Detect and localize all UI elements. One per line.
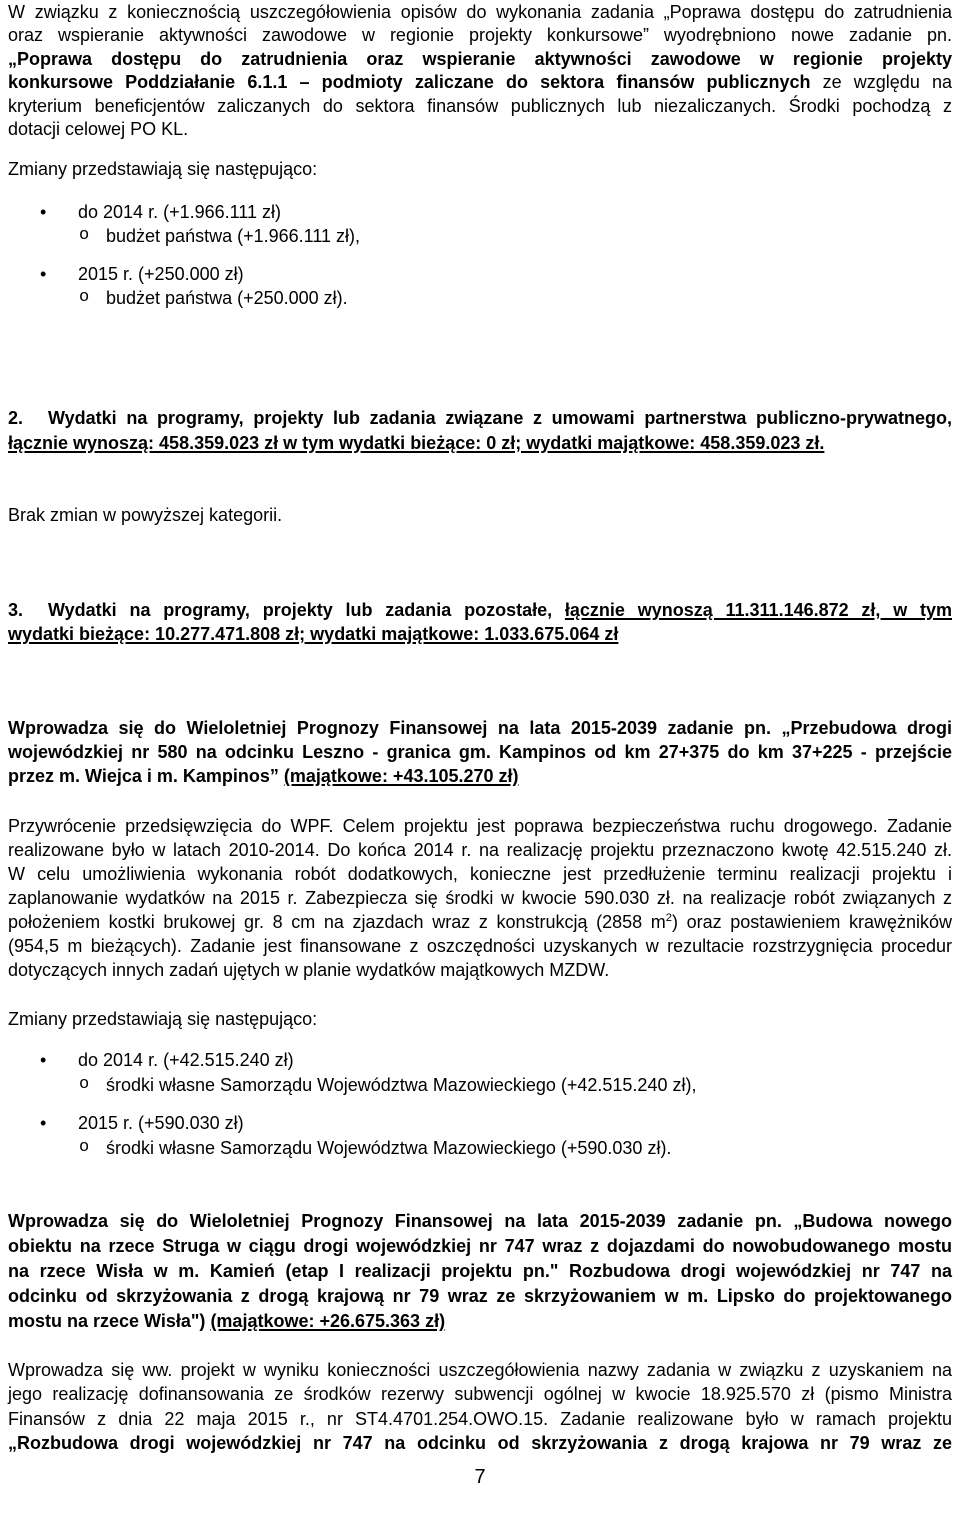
paragraph-line: [8, 814, 952, 838]
text-run: dotyczących innych zadań ujętych w planie wydatków majątkowych MZDW.: [8, 960, 610, 980]
bold-task-name: „Poprawa dostępu do zatrudnienia oraz wspieranie aktywności zawodowe w regionie projekty: [8, 48, 952, 69]
underlined-amount: (majątkowe: +26.675.363 zł): [210, 1311, 446, 1331]
changes-label-block: [8, 158, 952, 181]
section-heading-line: [8, 431, 952, 456]
text-run: mostu na rzece Wisła"): [8, 1311, 211, 1331]
paragraph-line: [8, 958, 952, 982]
paragraph-line: [8, 886, 952, 910]
text-run: ze względu na: [810, 72, 952, 93]
text-run: kryterium beneficjentów zaliczanych do sektora finansów publicznych lub niezaliczanych. Środki pochodzą z: [8, 95, 952, 116]
text-run: realizowane było w latach 2010-2014. Do końca 2014 r. na realizację projektu przeznaczono kwotę 42.515.240 zł.: [8, 840, 952, 860]
text-run: na rzece Wisła w m. Kamień (etap I realizacji projektu pn." Rozbudowa drogi wojewódzkiej nr 747 na: [8, 1261, 952, 1281]
sub-list-item: [0, 1073, 960, 1097]
paragraph-line: [8, 118, 952, 141]
section-heading-line: [8, 598, 952, 622]
sub-list-item-text: budżet państwa (+250.000 zł).: [106, 288, 348, 308]
paragraph-line: [8, 838, 952, 862]
text-run: (954,5 m bieżących). Zadanie jest finansowane z oszczędności uzyskanych w rezultacie rozstrzygnięcia procedur: [8, 936, 952, 956]
text-run: W związku z koniecznością uszczegółowienia opisów do wykonania zadania „Poprawa dostępu do zatrudnienia: [8, 2, 952, 22]
sub-list-item: [0, 224, 960, 248]
intro-paragraph: [8, 1, 952, 141]
list-item-text: 2015 r. (+590.030 zł): [78, 1113, 244, 1133]
underlined-amounts: wydatki bieżące: 10.277.471.808 zł; wydatki majątkowe: 1.033.675.064 zł: [8, 624, 619, 644]
text-run: Wprowadza się ww. projekt w wyniku konieczności uszczegółowienia nazwy zadania w związku z uzyskaniem na: [8, 1360, 952, 1380]
text-run: oraz wspieranie aktywności zawodowe w regionie projekty konkursowe” wyodrębniono nowe zadanie pn.: [8, 25, 952, 46]
list-item-text: 2015 r. (+250.000 zł): [78, 264, 244, 284]
text-run: obiektu na rzece Struga w ciągu drogi wojewódzkiej nr 747 wraz z dojazdami do nowobudowanego mostu: [8, 1236, 952, 1256]
text-run: Wprowadza się do Wieloletniej Prognozy Finansowej na lata 2015-2039 zadanie pn. „Przebudowa drogi: [8, 718, 952, 738]
section-2: [8, 406, 952, 455]
heading-line: [8, 740, 952, 764]
paragraph-line: [8, 1, 952, 24]
paragraph-line: [8, 862, 952, 886]
paragraph-line: [8, 95, 952, 118]
paragraph-line: [8, 934, 952, 958]
text-run: ) oraz postawieniem krawężników: [672, 912, 952, 932]
paragraph-line: [8, 48, 952, 71]
text-run: położeniem kostki brukowej gr. 8 cm na zjazdach wraz z konstrukcją (2858 m: [8, 912, 666, 932]
heading-line: [8, 716, 952, 740]
section-number: 2.: [8, 408, 24, 428]
changes-label: Zmiany przedstawiają się następująco:: [8, 1009, 318, 1029]
sub-list-item: [0, 1136, 960, 1160]
bullet-marker: •: [40, 264, 47, 284]
note-text: Brak zmian w powyższej kategorii.: [8, 505, 283, 525]
heading-line: [8, 1234, 952, 1259]
list-item-text: do 2014 r. (+1.966.111 zł): [78, 202, 281, 222]
paragraph-line: [8, 910, 952, 934]
section-number: 3.: [8, 600, 24, 620]
underlined-amount: (majątkowe: +43.105.270 zł): [283, 766, 519, 786]
changes-label: Zmiany przedstawiają się następująco:: [8, 159, 318, 179]
paragraph-line: [8, 24, 952, 47]
text-run: W celu umożliwienia wykonania robót dodatkowych, konieczne jest przedłużenie terminu realizacji projektu i: [8, 864, 952, 884]
underlined-amounts: łącznie wynoszą 11.311.146.872 zł, w tym: [564, 600, 952, 620]
sub-list-item-text: środki własne Samorządu Województwa Mazowieckiego (+42.515.240 zł),: [106, 1075, 697, 1095]
sub-bullet-marker: o: [79, 1075, 90, 1094]
text-run: dotacji celowej PO KL.: [8, 118, 189, 139]
task-747-note: [8, 1358, 952, 1455]
bullet-marker: •: [40, 1113, 47, 1133]
section-heading-line: [8, 406, 952, 431]
list-item: [0, 1048, 960, 1072]
heading-line: [8, 1284, 952, 1309]
sub-list-item-text: budżet państwa (+1.966.111 zł),: [106, 226, 360, 246]
heading-line: [8, 1259, 952, 1284]
paragraph-line: [8, 71, 952, 94]
paragraph-line: [8, 1358, 952, 1382]
text-run: wojewódzkiej nr 580 na odcinku Leszno - granica gm. Kampinos od km 27+375 do km 37+225 - przejście: [8, 742, 952, 762]
list-item-text: do 2014 r. (+42.515.240 zł): [78, 1050, 294, 1070]
heading-line: [8, 1209, 952, 1234]
sub-list-item: [0, 286, 960, 310]
section-2-note: [8, 503, 952, 527]
section-heading-line: [8, 622, 952, 646]
bold-task-name: konkursowe Poddziałanie 6.1.1 – podmioty zaliczane do sektora finansów publicznych: [8, 72, 811, 93]
sub-list-item-text: środki własne Samorządu Województwa Mazowieckiego (+590.030 zł).: [106, 1138, 672, 1158]
task-747-heading: [8, 1209, 952, 1334]
underlined-amounts: łącznie wynoszą: 458.359.023 zł w tym wydatki bieżące: 0 zł; wydatki majątkowe: 458.359.023 zł.: [8, 432, 825, 453]
text-run: odcinku od skrzyżowania z drogą krajową nr 79 wraz ze skrzyżowaniem w m. Lipsko do projektowanego: [8, 1286, 952, 1306]
text-run: zaplanowanie wydatków na 2015 r. Zabezpiecza się środki w kwocie 590.030 zł. na realizacje robót związanych z: [8, 888, 952, 908]
text-run: Przywrócenie przedsięwzięcia do WPF. Celem projektu jest poprawa bezpieczeństwa ruchu drogowego. Zadanie: [8, 816, 952, 836]
bold-project-name: „Rozbudowa drogi wojewódzkiej nr 747 na odcinku od skrzyżowania z drogą krajowa nr 79 wraz ze: [8, 1432, 952, 1453]
heading-line: [8, 764, 952, 788]
bullet-marker: •: [40, 202, 47, 222]
changes-label-block: [8, 1007, 952, 1031]
page-number: 7: [474, 1466, 486, 1488]
list-item: [0, 1111, 960, 1135]
bullet-marker: •: [40, 1050, 47, 1070]
sub-bullet-marker: o: [79, 288, 90, 307]
text-run: Wprowadza się do Wieloletniej Prognozy Finansowej na lata 2015-2039 zadanie pn. „Budowa nowego: [8, 1211, 952, 1231]
list-item: [0, 200, 960, 224]
text-run: Wydatki na programy, projekty lub zadania związane z umowami partnerstwa publiczno-prywatnego,: [48, 408, 952, 428]
heading-line: [8, 1309, 952, 1334]
task-580-description: [8, 814, 952, 982]
sub-bullet-marker: o: [79, 226, 90, 245]
list-item: [0, 262, 960, 286]
paragraph-line: [8, 1431, 952, 1455]
superscript: 2: [665, 912, 672, 924]
paragraph-line: [8, 1382, 952, 1406]
text-run: przez m. Wiejca i m. Kampinos”: [8, 766, 284, 786]
task-580-heading: [8, 716, 952, 788]
text-run: Finansów z dnia 22 maja 2015 r., nr ST4.4701.254.OWO.15. Zadanie realizowane było w ramach projektu: [8, 1408, 952, 1429]
sub-bullet-marker: o: [79, 1138, 90, 1157]
paragraph-line: [8, 1407, 952, 1431]
section-3: [8, 598, 952, 646]
text-run: Wydatki na programy, projekty lub zadania pozostałe,: [48, 600, 565, 620]
text-run: jego realizację dofinansowania ze środków rezerwy subwencji ogólnej w kwocie 18.925.570 zł (pismo Ministra: [8, 1384, 952, 1405]
